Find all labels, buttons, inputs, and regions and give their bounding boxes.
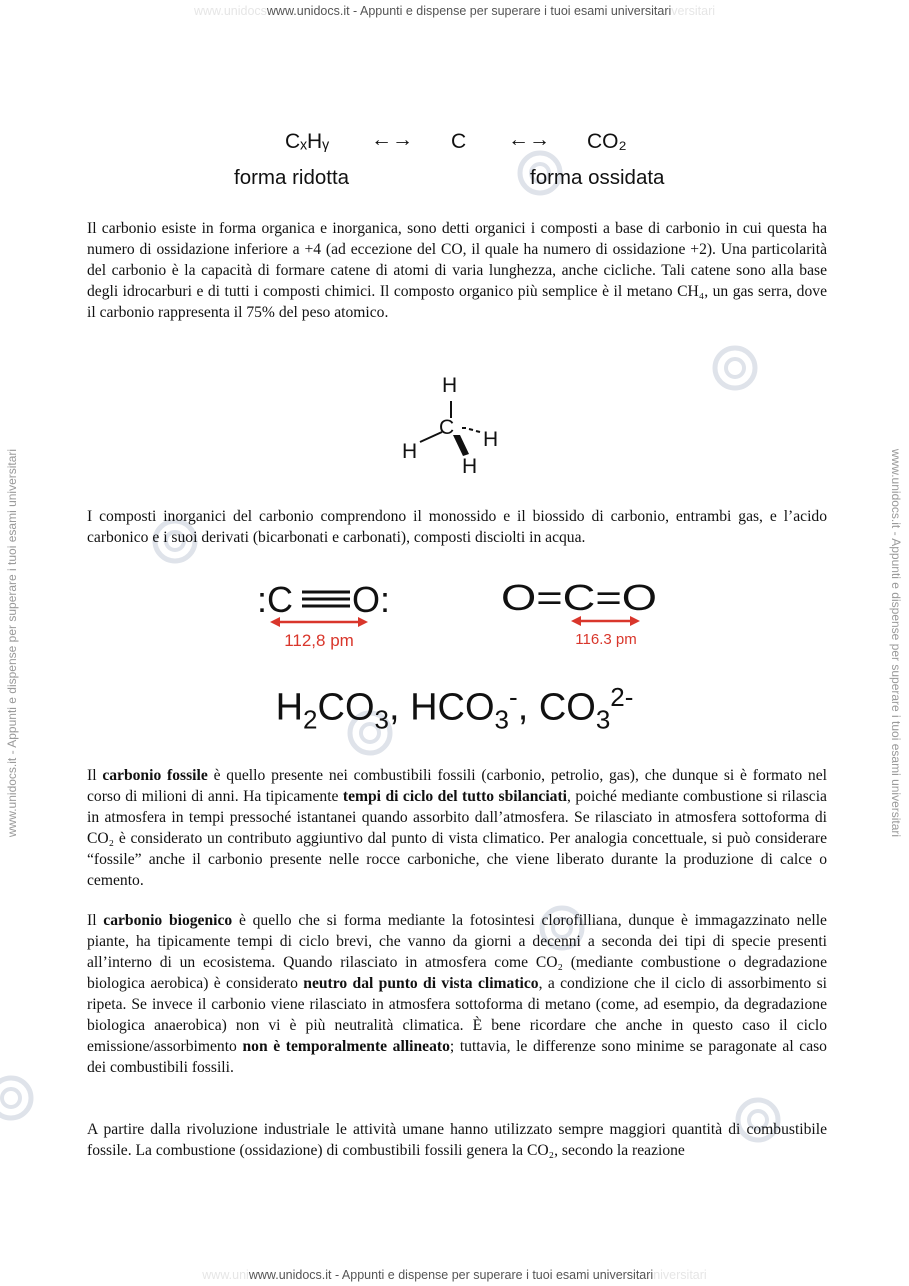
co2-formula: O=C=O: [501, 577, 657, 618]
co-oxygen-label: O:: [352, 579, 391, 620]
co2-bond-length: 116.3 pm: [575, 631, 637, 648]
co-bond-length: 112,8 pm: [284, 631, 354, 650]
reduced-formula: CₓHᵧ: [285, 130, 329, 153]
text-run: ; tuttavia, le differenze sono minime se paragonate al caso dei combustibili fossili.: [87, 1038, 827, 1076]
bold-term: carbonio biogenico: [103, 912, 233, 929]
hco3-subscript: 3: [494, 704, 510, 735]
text-run: , a condizione che il ciclo di assorbimento si ripeta. Se invece il carbonio viene rilasciato in atmosfera sottoforma di metano (come, ad esempio, da degradazione biologica anaerobica) non vi è più neutralità climatica. È bene ricordare che anche in questo caso il ciclo emissione/assorbimento: [87, 975, 827, 1055]
header-ghost-left: www.unidocs: [193, 4, 267, 18]
formula-separator: ,: [517, 686, 539, 729]
header-text: www.unidocs.it - Appunti e dispense per superare i tuoi esami universitari: [266, 4, 672, 18]
page-header: [0, 4, 909, 18]
label-oxidized-form: forma ossidata: [530, 166, 665, 189]
methane-h-left: H: [402, 440, 418, 463]
hco3-part: HCO: [410, 686, 495, 729]
paragraph-organic-carbon: Il carbonio esiste in forma organica e inorganica, sono detti organici i composti a base di carbonio in cui questa ha numero di ossidazione inferiore a +4 (ad eccezione del CO, il quale ha numero di ossidazione +2). Una particolarità del carbonio è la capacità di formare catene di atomi di varia lunghezza, anche cicliche. Tali catene sono alla base degli idrocarburi e di tutti i composti chimici. Il composto organico più semplice è il metano CH₄, un gas serra, dove il carbonio rappresenta il 75% del peso atomico.: [87, 220, 827, 321]
formula-separator: ,: [388, 686, 411, 729]
label-reduced-form: forma ridotta: [234, 166, 350, 189]
watermark-logo-icon: [0, 1073, 36, 1123]
bold-term: non è temporalmente allineato: [242, 1038, 450, 1055]
paragraph-industrial-revolution: A partire dalla rivoluzione industriale le attività umane hanno utilizzato sempre maggiori quantità di combustibile fossile. La combustione (ossidazione) di combustibili fossili genera la CO₂, secondo la reazione: [87, 1121, 827, 1159]
paragraph-inorganic-carbon: I composti inorganici del carbonio comprendono il monossido e il biossido di carbonio, entrambi gas, e l’acido carbonico e i suoi derivati (bicarbonati e carbonati), composti disciolti in acqua.: [87, 508, 827, 546]
h2co3-subscript: 3: [374, 704, 389, 735]
carbon-symbol: C: [451, 130, 467, 153]
side-watermark-right: www.unidocs.it - Appunti e dispense per superare i tuoi esami universitari: [889, 448, 903, 838]
bold-term: tempi di ciclo del tutto sbilanciati: [342, 788, 567, 805]
h2co3-part: H: [275, 686, 304, 729]
hco3-charge: -: [509, 682, 518, 712]
text-run: è quello che si forma mediante la fotosintesi clorofilliana, dunque è immagazzinato nelle piante, ha tipicamente tempi di ciclo brevi, che vanno da giorni a decenni a seconda dei tipi di specie presenti all’interno di un ecosistema. Quando rilasciato in atmosfera come CO₂ (mediante combustione o degradazione biologica aerobica) è considerato: [87, 912, 827, 992]
paragraph-biogenic-carbon: [87, 910, 827, 1078]
text-run: Il: [87, 912, 104, 929]
h2co3-subscript: 2: [303, 704, 318, 735]
carbon-monoxide-diagram: [250, 570, 400, 656]
co3-subscript: 3: [595, 704, 611, 735]
oxidized-formula: CO₂: [587, 130, 627, 153]
footer-ghost-right: niversitari: [653, 1268, 707, 1282]
co-carbon-label: :C: [257, 579, 293, 620]
carbonic-acid-formulas: [0, 682, 909, 735]
footer-ghost-left: www.uni: [202, 1268, 249, 1282]
methane-carbon: C: [439, 416, 455, 439]
text-run: Il: [87, 767, 103, 784]
double-arrow-icon: ←→: [371, 128, 413, 151]
bold-term: carbonio fossile: [102, 767, 208, 784]
side-watermark-left: www.unidocs.it - Appunti e dispense per superare i tuoi esami universitari: [5, 448, 19, 838]
methane-structure-diagram: [390, 368, 520, 480]
methane-h-top: H: [442, 374, 458, 397]
carbon-dioxide-diagram: [495, 570, 670, 656]
methane-h-right: H: [483, 428, 499, 451]
paragraph-fossil-carbon: [87, 765, 827, 891]
h2co3-part: CO: [317, 686, 375, 729]
footer-text: www.unidocs.it - Appunti e dispense per superare i tuoi esami universitari: [248, 1268, 654, 1282]
watermark-logo-icon: [710, 343, 760, 393]
co3-part: CO: [538, 686, 596, 729]
page-footer: [0, 1268, 909, 1282]
text-run: , poiché mediante combustione si rilascia in atmosfera in tempi pressoché istantanei quando assorbito dall’atmosfera. Se rilasciato in atmosfera sottoforma di CO₂ è considerato un contributo aggiuntivo dal punto di vista climatico. Per analogia concettuale, si può considerare “fossile” anche il carbonio presente nelle rocce carboniche, che viene liberato durante la produzione di calce o cemento.: [87, 788, 827, 889]
double-arrow-icon: ←→: [508, 128, 550, 151]
header-ghost-right: versitari: [671, 4, 716, 18]
methane-h-bottom: H: [462, 455, 478, 478]
text-run: è quello presente nei combustibili fossili (carbonio, petrolio, gas), che dunque si è formato nel corso di milioni di anni. Ha tipicamente: [87, 767, 827, 805]
carbon-redox-equation: [0, 126, 909, 196]
co3-charge: 2-: [610, 682, 634, 712]
bold-term: neutro dal punto di vista climatico: [303, 975, 539, 992]
